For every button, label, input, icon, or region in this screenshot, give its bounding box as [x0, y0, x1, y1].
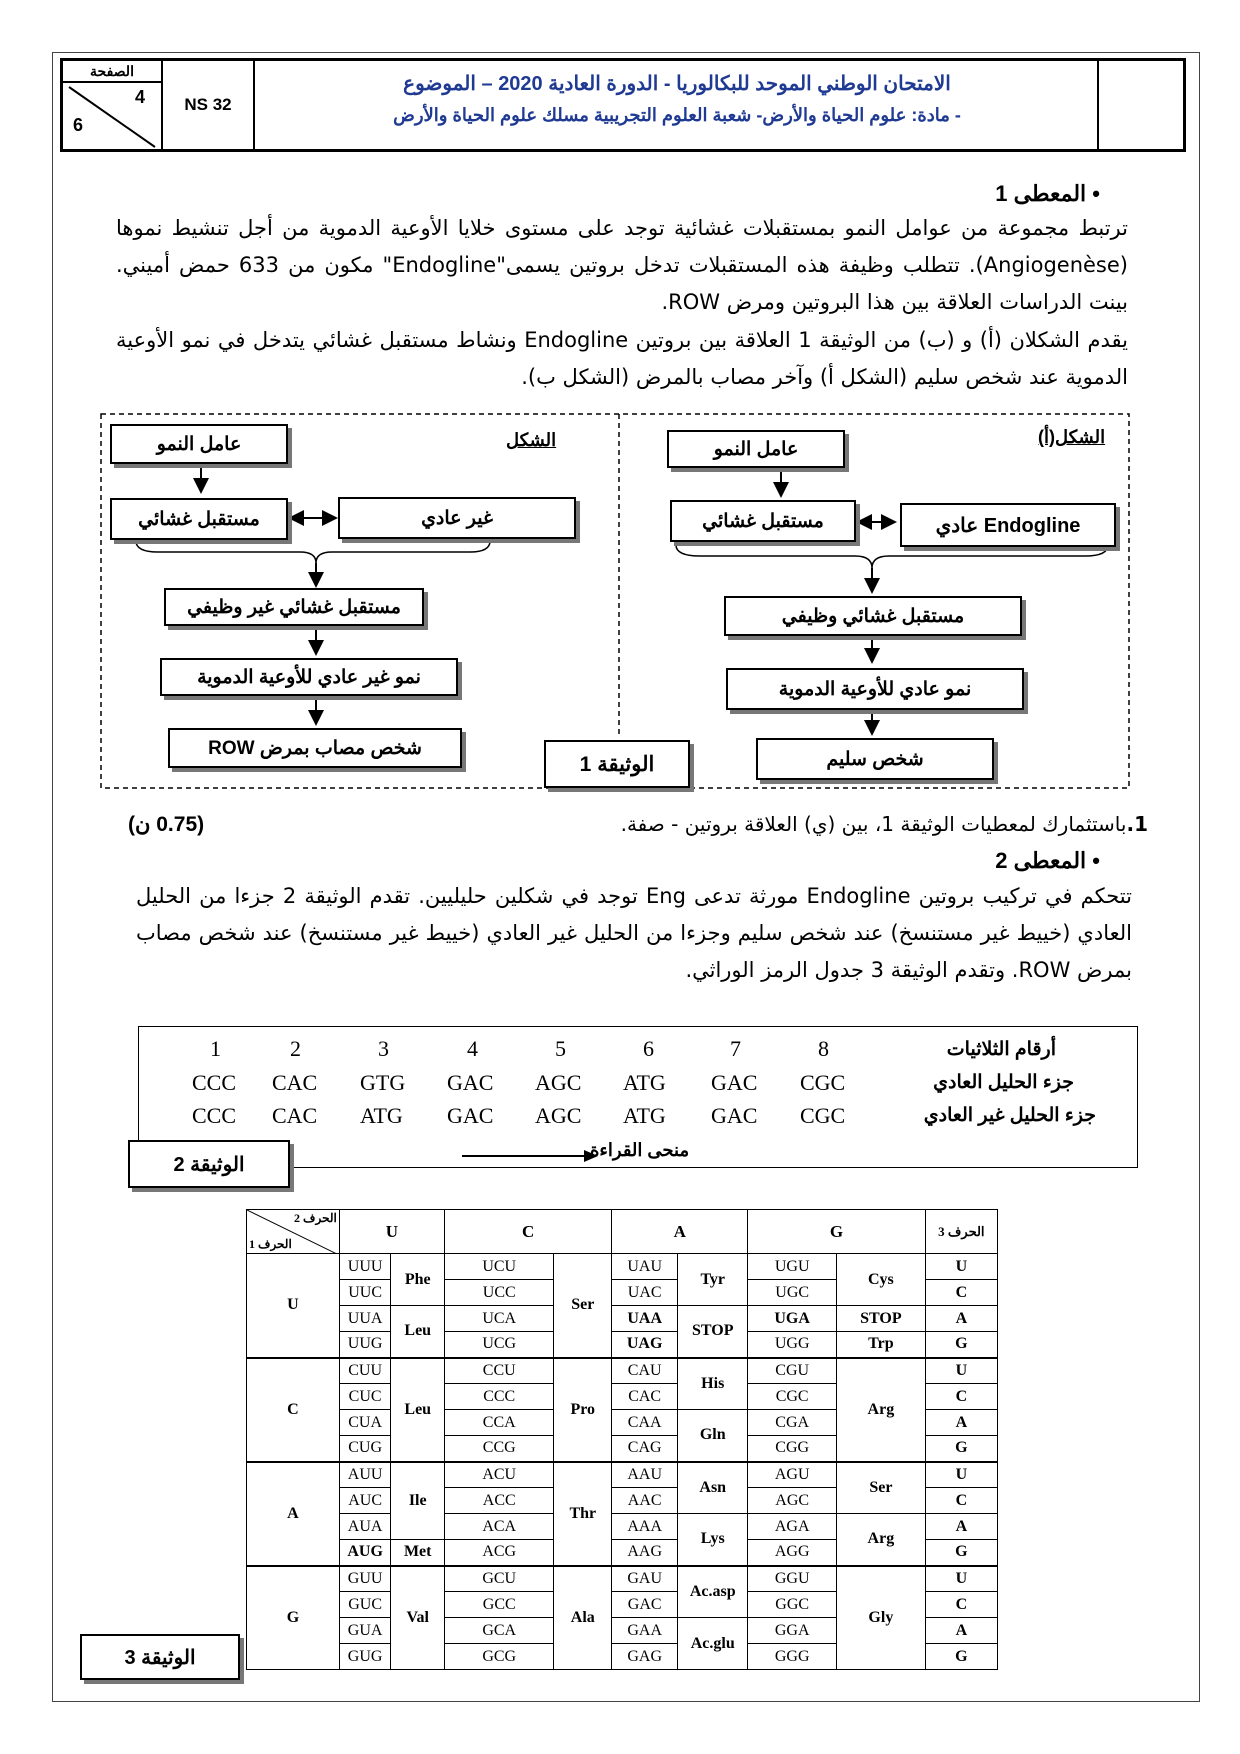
- amino-acid: His: [678, 1358, 748, 1410]
- fig-a-healthy-person: شخص سليم: [756, 738, 994, 780]
- triplet-number: 1: [210, 1036, 221, 1061]
- third-letter: C: [925, 1280, 997, 1306]
- fig-b-abnormal-endogline: غير عادي: [338, 497, 576, 539]
- amino-acid: STOP: [837, 1306, 926, 1332]
- codon: ACA: [445, 1514, 554, 1540]
- fig-b-label: الشكل: [506, 430, 557, 450]
- codon: UCA: [445, 1306, 554, 1332]
- question1-number: 1.: [1126, 812, 1148, 836]
- codon: UGG: [748, 1332, 837, 1358]
- amino-acid: Ile: [391, 1462, 445, 1540]
- codon: UUG: [339, 1332, 391, 1358]
- codon: AUC: [339, 1488, 391, 1514]
- amino-acid: STOP: [678, 1306, 748, 1358]
- second-letter-C: C: [445, 1210, 612, 1254]
- codon: GGC: [748, 1592, 837, 1618]
- codon: CUU: [339, 1358, 391, 1384]
- reading-direction-label: منحى القراءة: [590, 1140, 690, 1160]
- third-letter: C: [925, 1384, 997, 1410]
- normal-triplet: CGC: [800, 1070, 846, 1095]
- section1-title-text: المعطى 1: [995, 181, 1087, 206]
- amino-acid: Asn: [678, 1462, 748, 1514]
- amino-acid: Pro: [554, 1358, 612, 1462]
- codon: CGU: [748, 1358, 837, 1384]
- page-label: الصفحة: [63, 61, 161, 83]
- codon: CGG: [748, 1436, 837, 1462]
- abnormal-triplet: CAC: [272, 1103, 318, 1128]
- codon: AGC: [748, 1488, 837, 1514]
- amino-acid: Gly: [837, 1566, 926, 1670]
- amino-acid: Cys: [837, 1254, 926, 1306]
- section1-paragraph2: يقدم الشكلان (أ) و (ب) من الوثيقة 1 العلاقة بين بروتين Endogline ونشاط مستقبل غشائي يتدخل في نمو الأوعية الدموية عند شخص سليم (الشكل أ) وآخر مصاب بالمرض (الشكل ب).: [116, 328, 1128, 389]
- amino-acid: Ala: [554, 1566, 612, 1670]
- page-total: 6: [73, 115, 84, 135]
- third-letter: A: [925, 1618, 997, 1644]
- codon: CUG: [339, 1436, 391, 1462]
- codon: GAA: [612, 1618, 678, 1644]
- codon: CGA: [748, 1410, 837, 1436]
- abnormal-triplet: ATG: [623, 1103, 666, 1128]
- codon: UCG: [445, 1332, 554, 1358]
- doc1-label: الوثيقة 1: [544, 740, 690, 788]
- triplet-numbers-label: أرقام الثلاثيات: [946, 1039, 1056, 1060]
- abnormal-triplet: AGC: [535, 1103, 582, 1128]
- codon: AGA: [748, 1514, 837, 1540]
- abnormal-triplet: GAC: [711, 1103, 758, 1128]
- abnormal-triplet: CGC: [800, 1103, 846, 1128]
- page-current: 4: [135, 87, 146, 107]
- abnormal-triplet: GAC: [447, 1103, 494, 1128]
- codon: GUA: [339, 1618, 391, 1644]
- codon: UAG: [612, 1332, 678, 1358]
- codon: UAC: [612, 1280, 678, 1306]
- second-letter-U: U: [339, 1210, 444, 1254]
- exam-code: NS 32: [161, 61, 253, 149]
- codon: UCU: [445, 1254, 554, 1280]
- amino-acid: Tyr: [678, 1254, 748, 1306]
- codon: CAC: [612, 1384, 678, 1410]
- triplet-number: 7: [730, 1036, 741, 1061]
- codon: CAU: [612, 1358, 678, 1384]
- codon: UGU: [748, 1254, 837, 1280]
- second-letter-A: A: [612, 1210, 748, 1254]
- genetic-code-table: [246, 1209, 998, 1670]
- codon: AUA: [339, 1514, 391, 1540]
- section2-title: • المعطى 2: [995, 848, 1100, 873]
- codon: GAU: [612, 1566, 678, 1592]
- fig-a-label: الشكل(أ): [1038, 427, 1106, 447]
- fig-a-normal-growth: نمو عادي للأوعية الدموية: [726, 668, 1024, 710]
- fig-b-sick-person: شخص مصاب بمرض ROW: [168, 728, 462, 768]
- corner-bottom: الحرف 1: [249, 1237, 292, 1251]
- fig-a-endogline: Endogline عادي: [900, 503, 1116, 547]
- codon: GGA: [748, 1618, 837, 1644]
- section2-paragraph: تتحكم في تركيب بروتين Endogline مورثة تدعى Eng توجد في شكلين حليليين. تقدم الوثيقة 2 جزءا من الحليل العادي (خييط غير مستنسخ) عند شخص سليم وجزءا من الحليل غير العادي (خييط غير مستنسخ) عند شخص مصاب بمرض ROW. وتقدم الوثيقة 3 جدول الرمز الوراثي.: [136, 884, 1132, 982]
- codon: CUC: [339, 1384, 391, 1410]
- codon: AGU: [748, 1462, 837, 1488]
- third-letter: C: [925, 1488, 997, 1514]
- codon: GUG: [339, 1644, 391, 1670]
- codon: AAC: [612, 1488, 678, 1514]
- abnormal-allele-label: جزء الحليل غير العادي: [923, 1105, 1096, 1126]
- section1-paragraph1: ترتبط مجموعة من عوامل النمو بمستقبلات غشائية توجد على مستوى خلايا الأوعية الدموية من أجل تنشيط نموها (Angiogenèse). تتطلب وظيفة هذه المستقبلات تدخل بروتين يسمى"Endogline" مكون من 633 حمض أميني. بينت الدراسات العلاقة بين هذا البروتين ومرض ROW.: [116, 216, 1128, 314]
- third-letter: A: [925, 1514, 997, 1540]
- codon: CGC: [748, 1384, 837, 1410]
- third-letter: G: [925, 1644, 997, 1670]
- amino-acid: Ser: [837, 1462, 926, 1514]
- amino-acid: Gln: [678, 1410, 748, 1462]
- question1: [621, 812, 1148, 836]
- fig-b-growth-factor: عامل النمو: [110, 424, 288, 464]
- codon: ACG: [445, 1540, 554, 1566]
- amino-acid: Ac.glu: [678, 1618, 748, 1670]
- codon: AAG: [612, 1540, 678, 1566]
- third-letter: U: [925, 1462, 997, 1488]
- codon: AGG: [748, 1540, 837, 1566]
- section1-title: • المعطى 1: [995, 181, 1100, 206]
- codon: AAA: [612, 1514, 678, 1540]
- triplet-number: 5: [555, 1036, 566, 1061]
- amino-acid: Thr: [554, 1462, 612, 1566]
- normal-triplet: CCC: [192, 1070, 237, 1095]
- header-title-line1: الامتحان الوطني الموحد للبكالوريا - الدورة العادية 2020 – الموضوع: [403, 73, 951, 95]
- fig-a-receptor: مستقبل غشائي: [670, 500, 856, 542]
- codon: CAA: [612, 1410, 678, 1436]
- fig-b-receptor: مستقبل غشائي: [110, 498, 288, 540]
- third-letter: G: [925, 1436, 997, 1462]
- third-letter: U: [925, 1566, 997, 1592]
- question1-points: (0.75 ن): [128, 813, 205, 836]
- triplet-number: 8: [818, 1036, 829, 1061]
- codon: UAA: [612, 1306, 678, 1332]
- amino-acid: Leu: [391, 1358, 445, 1462]
- third-letter: U: [925, 1254, 997, 1280]
- amino-acid: Ser: [554, 1254, 612, 1358]
- codon: GAG: [612, 1644, 678, 1670]
- codon: AUU: [339, 1462, 391, 1488]
- abnormal-triplet: CCC: [192, 1103, 237, 1128]
- normal-triplet: AGC: [535, 1070, 582, 1095]
- doc3-label: الوثيقة 3: [80, 1634, 240, 1680]
- amino-acid: Leu: [391, 1306, 445, 1358]
- codon: GUC: [339, 1592, 391, 1618]
- amino-acid: Arg: [837, 1358, 926, 1462]
- codon: GAC: [612, 1592, 678, 1618]
- codon: CUA: [339, 1410, 391, 1436]
- fig-a-growth-factor: عامل النمو: [667, 430, 845, 468]
- normal-triplet: ATG: [623, 1070, 666, 1095]
- codon: CCG: [445, 1436, 554, 1462]
- codon: GCG: [445, 1644, 554, 1670]
- amino-acid: Arg: [837, 1514, 926, 1566]
- codon: UGA: [748, 1306, 837, 1332]
- codon: GCU: [445, 1566, 554, 1592]
- codon: ACC: [445, 1488, 554, 1514]
- normal-allele-label: جزء الحليل العادي: [933, 1072, 1074, 1093]
- third-letter: A: [925, 1306, 997, 1332]
- codon: CCU: [445, 1358, 554, 1384]
- amino-acid: Ac.asp: [678, 1566, 748, 1618]
- codon: AAU: [612, 1462, 678, 1488]
- first-letter: C: [247, 1358, 340, 1462]
- codon: GGU: [748, 1566, 837, 1592]
- codon: CCC: [445, 1384, 554, 1410]
- first-letter: U: [247, 1254, 340, 1358]
- third-letter: A: [925, 1410, 997, 1436]
- fig-a-functional-receptor: مستقبل غشائي وظيفي: [724, 596, 1022, 636]
- section2-title-text: المعطى 2: [995, 848, 1087, 873]
- codon: ACU: [445, 1462, 554, 1488]
- codon: GGG: [748, 1644, 837, 1670]
- header-title-line2: - مادة: علوم الحياة والأرض- شعبة العلوم التجريبية مسلك علوم الحياة والأرض: [393, 105, 961, 125]
- codon: UUU: [339, 1254, 391, 1280]
- fig-b-abnormal-growth: نمو غير عادي للأوعية الدموية: [160, 658, 458, 696]
- normal-triplet: GAC: [711, 1070, 758, 1095]
- normal-triplet: CAC: [272, 1070, 318, 1095]
- codon: UAU: [612, 1254, 678, 1280]
- amino-acid: Met: [391, 1540, 445, 1566]
- third-letter-header: الحرف 3: [925, 1210, 997, 1254]
- normal-triplet: GAC: [447, 1070, 494, 1095]
- amino-acid: Phe: [391, 1254, 445, 1306]
- triplet-number: 4: [467, 1036, 478, 1061]
- second-letter-G: G: [748, 1210, 925, 1254]
- question1-text: باستثمارك لمعطيات الوثيقة 1، بين (ي) العلاقة بروتين - صفة.: [620, 812, 1127, 836]
- codon: UCC: [445, 1280, 554, 1306]
- doc2-label: الوثيقة 2: [128, 1140, 290, 1188]
- first-letter: A: [247, 1462, 340, 1566]
- codon: UUA: [339, 1306, 391, 1332]
- codon: GCC: [445, 1592, 554, 1618]
- first-letter: G: [247, 1566, 340, 1670]
- codon: CAG: [612, 1436, 678, 1462]
- codon: GUU: [339, 1566, 391, 1592]
- reading-direction-arrow: [460, 1148, 600, 1164]
- third-letter: G: [925, 1540, 997, 1566]
- codon: GCA: [445, 1618, 554, 1644]
- third-letter: G: [925, 1332, 997, 1358]
- codon: AUG: [339, 1540, 391, 1566]
- codon: UGC: [748, 1280, 837, 1306]
- normal-triplet: GTG: [360, 1070, 406, 1095]
- codon: UUC: [339, 1280, 391, 1306]
- triplet-number: 3: [378, 1036, 389, 1061]
- amino-acid: Val: [391, 1566, 445, 1670]
- corner-top: الحرف 2: [294, 1211, 337, 1225]
- amino-acid: Lys: [678, 1514, 748, 1566]
- abnormal-triplet: ATG: [360, 1103, 403, 1128]
- fig-b-nonfunctional-receptor: مستقبل غشائي غير وظيفي: [164, 588, 424, 626]
- corner-cell: [247, 1210, 340, 1254]
- amino-acid: Trp: [837, 1332, 926, 1358]
- codon: CCA: [445, 1410, 554, 1436]
- triplet-number: 6: [643, 1036, 654, 1061]
- third-letter: C: [925, 1592, 997, 1618]
- triplet-number: 2: [290, 1036, 301, 1061]
- third-letter: U: [925, 1358, 997, 1384]
